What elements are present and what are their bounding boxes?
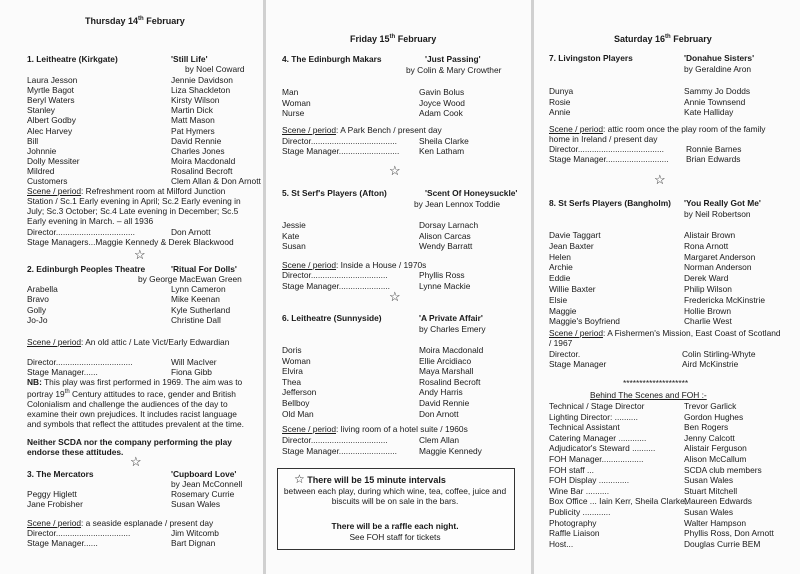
play-5-author: by Jean Lennox Toddie bbox=[414, 199, 500, 209]
role-name: Johnnie bbox=[27, 145, 57, 156]
role-name: Dolly Messiter bbox=[27, 155, 80, 166]
play-8-title: 'You Really Got Me' bbox=[684, 198, 761, 208]
role-name: Catering Manager ............ bbox=[549, 432, 647, 443]
role-name: Beryl Waters bbox=[27, 95, 75, 106]
performer-name: Fredericka McKinstrie bbox=[684, 294, 765, 305]
role-name: Eddie bbox=[549, 273, 571, 284]
role-name: Helen bbox=[549, 251, 571, 262]
performer-name: Charles Jones bbox=[171, 145, 225, 156]
role-name: Lighting Director: .......... bbox=[549, 411, 638, 422]
role-name: Customers bbox=[27, 176, 68, 186]
performer-name: David Rennie bbox=[419, 398, 470, 408]
performer-name: Adam Cook bbox=[419, 108, 463, 119]
role-name: Publicity ............ bbox=[549, 507, 611, 517]
interval-text: between each play, during which wine, tea, coffee, juice and biscuits will be on sale in the bars. bbox=[283, 486, 507, 506]
performer-name: Maureen Edwards bbox=[684, 496, 752, 507]
foh-title: Behind The Scenes and FOH :- bbox=[590, 390, 707, 400]
play-4-sm-label: Stage Manager.......................... bbox=[282, 146, 400, 156]
play-1-director-label: Director.................................. bbox=[27, 227, 135, 237]
day-heading-friday: Friday 15th February bbox=[350, 34, 437, 44]
performer-name: Christine Dall bbox=[171, 315, 221, 326]
play-7-director: Ronnie Barnes bbox=[686, 144, 742, 154]
play-3-director: Jim Witcomb bbox=[171, 528, 219, 538]
play-7-sm: Brian Edwards bbox=[686, 154, 741, 164]
role-name: Raffle Liaison bbox=[549, 528, 600, 539]
play-6-sm-label: Stage Manager......................... bbox=[282, 446, 397, 456]
role-name: Stanley bbox=[27, 105, 55, 116]
play-4-sm: Ken Latham bbox=[419, 146, 465, 156]
role-name: Woman bbox=[282, 97, 311, 108]
play-1-author: by Noel Coward bbox=[185, 64, 245, 74]
role-name: Woman bbox=[282, 355, 311, 366]
role-name: Jane Frobisher bbox=[27, 499, 83, 510]
play-8-author: by Neil Robertson bbox=[684, 209, 751, 219]
performer-name: Dorsay Larnach bbox=[419, 220, 479, 230]
play-4-heading: 4. The Edinburgh Makars bbox=[282, 54, 382, 64]
performer-name: Alison Carcas bbox=[419, 230, 471, 241]
star-icon: ☆ bbox=[134, 247, 146, 262]
performer-name: Kirsty Wilson bbox=[171, 95, 220, 106]
play-5-sm: Lynne Mackie bbox=[419, 281, 471, 291]
play-2-title: 'Ritual For Dolls' bbox=[171, 264, 237, 274]
play-6-scene: Scene / period: living room of a hotel suite / 1960s bbox=[282, 424, 468, 434]
role-name: Doris bbox=[282, 345, 302, 355]
performer-name: Derek Ward bbox=[684, 273, 729, 284]
role-name: Mildred bbox=[27, 165, 55, 176]
performer-name: Sammy Jo Dodds bbox=[684, 86, 751, 96]
play-1-heading: 1. Leitheatre (Kirkgate) bbox=[27, 54, 118, 64]
role-name: Jean Baxter bbox=[549, 240, 594, 251]
role-name: Jessie bbox=[282, 220, 306, 230]
performer-name: David Rennie bbox=[171, 135, 222, 146]
role-name: Annie bbox=[549, 107, 571, 118]
play-2-sm-label: Stage Manager...... bbox=[27, 367, 98, 377]
play-5-heading: 5. St Serf's Players (Afton) bbox=[282, 188, 387, 198]
performer-name: Norman Anderson bbox=[684, 262, 752, 273]
performer-name: Rona Arnott bbox=[684, 240, 729, 251]
performer-name: Mike Keenan bbox=[171, 294, 220, 305]
role-name: Willie Baxter bbox=[549, 284, 596, 294]
role-name: Wine Bar .......... bbox=[549, 485, 610, 496]
performer-name: Moira Macdonald bbox=[419, 345, 484, 355]
play-4-director-label: Director..................................... bbox=[282, 136, 397, 146]
role-name: Adjudicator's Steward .......... bbox=[549, 443, 656, 454]
performer-name: Susan Wales bbox=[171, 499, 221, 510]
role-name: Technical Assistant bbox=[549, 422, 620, 433]
performer-name: Alison McCallum bbox=[684, 454, 747, 464]
performer-name: Charlie West bbox=[684, 316, 732, 327]
play-4-title: 'Just Passing' bbox=[425, 54, 481, 64]
play-7-director-label: Director..................................... bbox=[549, 144, 664, 154]
play-8-sm-label: Stage Manager bbox=[549, 359, 607, 369]
role-name: Maggie's Boyfriend bbox=[549, 316, 620, 327]
performer-name: Matt Mason bbox=[171, 115, 215, 126]
performer-name: Hollie Brown bbox=[684, 305, 732, 316]
play-5-scene: Scene / period: Inside a House / 1970s bbox=[282, 260, 427, 270]
play-6-heading: 6. Leitheatre (Sunnyside) bbox=[282, 313, 382, 323]
performer-name: Rosemary Currie bbox=[171, 489, 235, 499]
performer-name: Liza Shackleton bbox=[171, 85, 231, 96]
day-heading-thursday: Thursday 14th February bbox=[85, 16, 185, 26]
role-name: Jo-Jo bbox=[27, 315, 48, 326]
performer-name: Clem Allan & Don Arnott bbox=[171, 176, 261, 186]
performer-name: Douglas Currie BEM bbox=[684, 538, 761, 549]
performer-name: Philip Wilson bbox=[684, 284, 732, 294]
performer-name: Maya Marshall bbox=[419, 366, 474, 377]
performer-name: SCDA club members bbox=[684, 464, 762, 475]
role-name: Bill bbox=[27, 135, 39, 146]
performer-name: Jennie Davidson bbox=[171, 75, 233, 85]
role-name: Albert Godby bbox=[27, 115, 76, 126]
play-6-title: 'A Private Affair' bbox=[419, 313, 483, 323]
role-name: FOH Manager.................. bbox=[549, 454, 644, 464]
play-8-director-label: Director. bbox=[549, 349, 581, 359]
role-name: Jefferson bbox=[282, 387, 317, 398]
performer-name: Stuart Mitchell bbox=[684, 485, 738, 496]
day-heading-saturday: Saturday 16th February bbox=[614, 34, 712, 44]
play-4-author: by Colin & Mary Crowther bbox=[406, 65, 502, 75]
star-icon: ☆ bbox=[389, 289, 401, 304]
role-name: Technical / Stage Director bbox=[549, 401, 645, 411]
interval-title: ☆ There will be 15 minute intervals bbox=[294, 472, 446, 486]
performer-name: Walter Hampson bbox=[684, 517, 747, 528]
role-name: Old Man bbox=[282, 408, 314, 419]
role-name: Nurse bbox=[282, 108, 305, 119]
role-name: Elsie bbox=[549, 294, 568, 305]
performer-name: Moira Macdonald bbox=[171, 155, 236, 166]
play-7-title: 'Donahue Sisters' bbox=[684, 53, 755, 63]
performer-name: Gavin Bolus bbox=[419, 87, 465, 97]
performer-name: Rosalind Becroft bbox=[171, 165, 233, 176]
play-2-author: by George MacEwan Green bbox=[138, 274, 242, 284]
performer-name: Susan Wales bbox=[684, 475, 734, 486]
role-name: Arabella bbox=[27, 284, 58, 294]
play-8-scene: Scene / period: A Fishermen's Mission, East Coast of Scotland / 1967 bbox=[549, 328, 781, 348]
play-7-author: by Geraldine Aron bbox=[684, 64, 752, 74]
play-2-sm: Fiona Gibb bbox=[171, 367, 212, 377]
play-1-director: Don Arnott bbox=[171, 227, 211, 237]
raffle-notice: There will be a raffle each night. bbox=[331, 521, 459, 531]
play-6-author: by Charles Emery bbox=[419, 324, 486, 334]
play-4-scene: Scene / period: A Park Bench / present day bbox=[282, 125, 442, 135]
play-1-stage-managers: Stage Managers...Maggie Kennedy & Derek Blackwood bbox=[27, 237, 234, 247]
play-3-scene: Scene / period: a seaside esplanade / present day bbox=[27, 518, 214, 528]
role-name: FOH staff ... bbox=[549, 464, 594, 475]
play-3-sm: Bart Dignan bbox=[171, 538, 216, 548]
performer-name: Pat Hymers bbox=[171, 125, 215, 136]
play-6-director-label: Director................................. bbox=[282, 435, 388, 445]
role-name: Kate bbox=[282, 230, 300, 241]
performer-name: Trevor Garlick bbox=[684, 401, 737, 411]
raffle-tickets: See FOH staff for tickets bbox=[349, 532, 441, 542]
play-6-sm: Maggie Kennedy bbox=[419, 446, 482, 456]
role-name: Bellboy bbox=[282, 398, 310, 408]
performer-name: Phyllis Ross, Don Arnott bbox=[684, 528, 774, 539]
role-name: Rosie bbox=[549, 96, 571, 107]
play-5-sm-label: Stage Manager...................... bbox=[282, 281, 390, 291]
role-name: Thea bbox=[282, 376, 302, 387]
role-name: Dunya bbox=[549, 86, 574, 96]
performer-name: Alistair Brown bbox=[684, 230, 736, 240]
play-8-director: Colin Stirling-Whyte bbox=[682, 349, 756, 359]
role-name: Photography bbox=[549, 517, 597, 528]
play-7-scene: Scene / period: attic room once the play room of the family home in Ireland / present day bbox=[549, 124, 766, 144]
play-5-title: 'Scent Of Honeysuckle' bbox=[425, 188, 518, 198]
play-1-scene: Scene / period: Refreshment room at Milford Junction Station / Sc.1 Early evening in April; Sc.2 Early evening in July; Sc.3 October; Sc.4 Late evening in December; Sc.5 Early evening in March. – all 1936 bbox=[27, 186, 241, 226]
play-1-title: 'Still Life' bbox=[171, 54, 208, 64]
play-3-author: by Jean McConnell bbox=[171, 479, 243, 489]
role-name: Peggy Higlett bbox=[27, 489, 77, 499]
star-icon: ☆ bbox=[130, 454, 142, 469]
role-name: Host... bbox=[549, 538, 574, 549]
play-7-sm-label: Stage Manager........................... bbox=[549, 154, 669, 164]
role-name: Susan bbox=[282, 241, 306, 252]
role-name: Golly bbox=[27, 304, 47, 315]
play-8-sm: Aird McKinstrie bbox=[682, 359, 739, 369]
play-5-director-label: Director................................. bbox=[282, 270, 388, 280]
play-4-director: Sheila Clarke bbox=[419, 136, 469, 146]
play-8-heading: 8. St Serfs Players (Bangholm) bbox=[549, 198, 671, 208]
section-divider: ******************** bbox=[623, 378, 689, 388]
performer-name: Margaret Anderson bbox=[684, 251, 756, 262]
role-name: Maggie bbox=[549, 305, 577, 316]
role-name: Laura Jesson bbox=[27, 75, 78, 85]
play-3-title: 'Cupboard Love' bbox=[171, 469, 237, 479]
role-name: Man bbox=[282, 87, 299, 97]
play-3-heading: 3. The Mercators bbox=[27, 469, 94, 479]
performer-name: Don Arnott bbox=[419, 408, 459, 419]
play-6-director: Clem Allan bbox=[419, 435, 460, 445]
performer-name: Wendy Barratt bbox=[419, 241, 473, 252]
play-2-director-label: Director................................. bbox=[27, 357, 133, 367]
role-name: Elvira bbox=[282, 366, 303, 377]
play-3-director-label: Director................................ bbox=[27, 528, 131, 538]
role-name: Davie Taggart bbox=[549, 230, 601, 240]
play-2-director: Will MacIver bbox=[171, 357, 217, 367]
performer-name: Gordon Hughes bbox=[684, 411, 744, 422]
play-7-heading: 7. Livingston Players bbox=[549, 53, 633, 63]
star-icon: ☆ bbox=[654, 172, 666, 187]
role-name: Archie bbox=[549, 262, 573, 273]
role-name: Bravo bbox=[27, 294, 49, 305]
star-icon: ☆ bbox=[294, 472, 305, 486]
performer-name: Martin Dick bbox=[171, 105, 213, 116]
performer-name: Annie Townsend bbox=[684, 96, 746, 107]
role-name: FOH Display ............. bbox=[549, 475, 630, 486]
performer-name: Susan Wales bbox=[684, 507, 734, 517]
role-name: Alec Harvey bbox=[27, 125, 73, 136]
performer-name: Rosalind Becroft bbox=[419, 376, 481, 387]
performer-name: Ben Rogers bbox=[684, 422, 729, 433]
star-icon: ☆ bbox=[389, 163, 401, 178]
performer-name: Kyle Sutherland bbox=[171, 304, 231, 315]
performer-name: Alistair Ferguson bbox=[684, 443, 747, 454]
performer-name: Lynn Cameron bbox=[171, 284, 226, 294]
play-2-scene: Scene / period: An old attic / Late Vict/Early Edwardian bbox=[27, 337, 230, 347]
role-name: Box Office ... Iain Kerr, Sheila Clarke, bbox=[549, 496, 688, 507]
play-2-note: NB: This play was first performed in 1969. The aim was to portray 19th Century attitudes to race, gender and British Colonialism and challenge the audiences of the day to examine their own prejudices. It includes racist language and symbols that reflect the attitudes prevalent at the time. bbox=[27, 377, 244, 429]
play-5-director: Phyllis Ross bbox=[419, 270, 465, 280]
role-name: Myrtle Bagot bbox=[27, 85, 75, 96]
performer-name: Ellie Arcidiaco bbox=[419, 355, 472, 366]
play-3-sm-label: Stage Manager...... bbox=[27, 538, 98, 548]
performer-name: Kate Halliday bbox=[684, 107, 734, 118]
performer-name: Andy Harris bbox=[419, 387, 463, 398]
performer-name: Jenny Calcott bbox=[684, 432, 735, 443]
play-2-heading: 2. Edinburgh Peoples Theatre bbox=[27, 264, 146, 274]
play-2-disclaimer: Neither SCDA nor the company performing the play endorse these attitudes. bbox=[27, 437, 232, 457]
performer-name: Joyce Wood bbox=[419, 97, 465, 108]
